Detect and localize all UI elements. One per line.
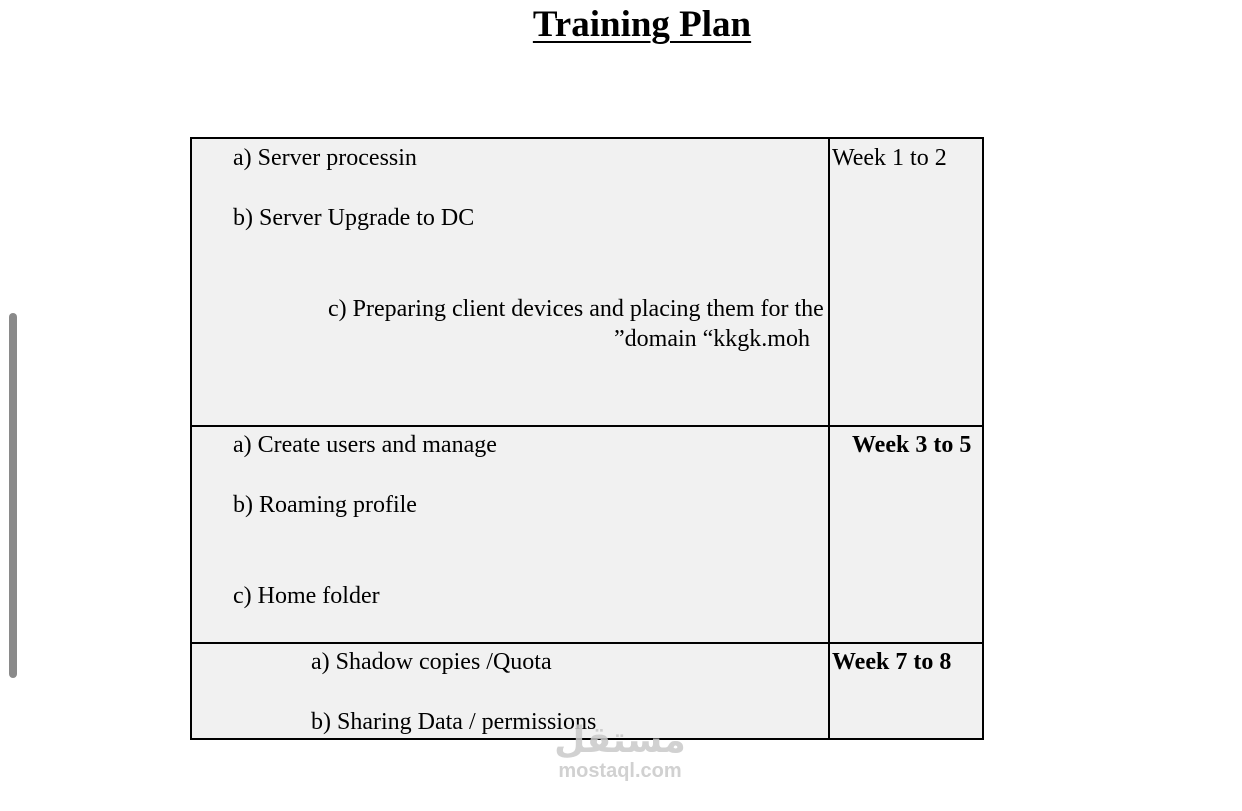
- task-item: a) Create users and manage: [233, 432, 497, 458]
- column-divider: [828, 139, 830, 738]
- table-row: [192, 139, 982, 427]
- week-label: Week 1 to 2: [832, 145, 947, 171]
- watermark: [530, 720, 710, 782]
- training-plan-table: [190, 137, 984, 740]
- task-item: a) Server processin: [233, 145, 417, 171]
- table-row: [192, 427, 982, 644]
- vertical-scrollbar[interactable]: [9, 313, 17, 678]
- task-item: c) Home folder: [233, 583, 380, 609]
- task-item: a) Shadow copies /Quota: [311, 649, 552, 675]
- task-item: c) Preparing client devices and placing them for the: [328, 296, 824, 322]
- watermark-logo-text: مستقل: [554, 719, 686, 760]
- week-label: Week 3 to 5: [852, 432, 972, 458]
- task-item: b) Sharing Data / permissions: [311, 709, 597, 735]
- task-item-continuation: ”domain “kkgk.moh: [614, 326, 810, 352]
- watermark-domain: mostaql.com: [558, 760, 682, 782]
- week-label: Week 7 to 8: [832, 649, 952, 675]
- page-title: Training Plan: [532, 4, 752, 45]
- task-item: b) Server Upgrade to DC: [233, 205, 475, 231]
- task-item: b) Roaming profile: [233, 492, 417, 518]
